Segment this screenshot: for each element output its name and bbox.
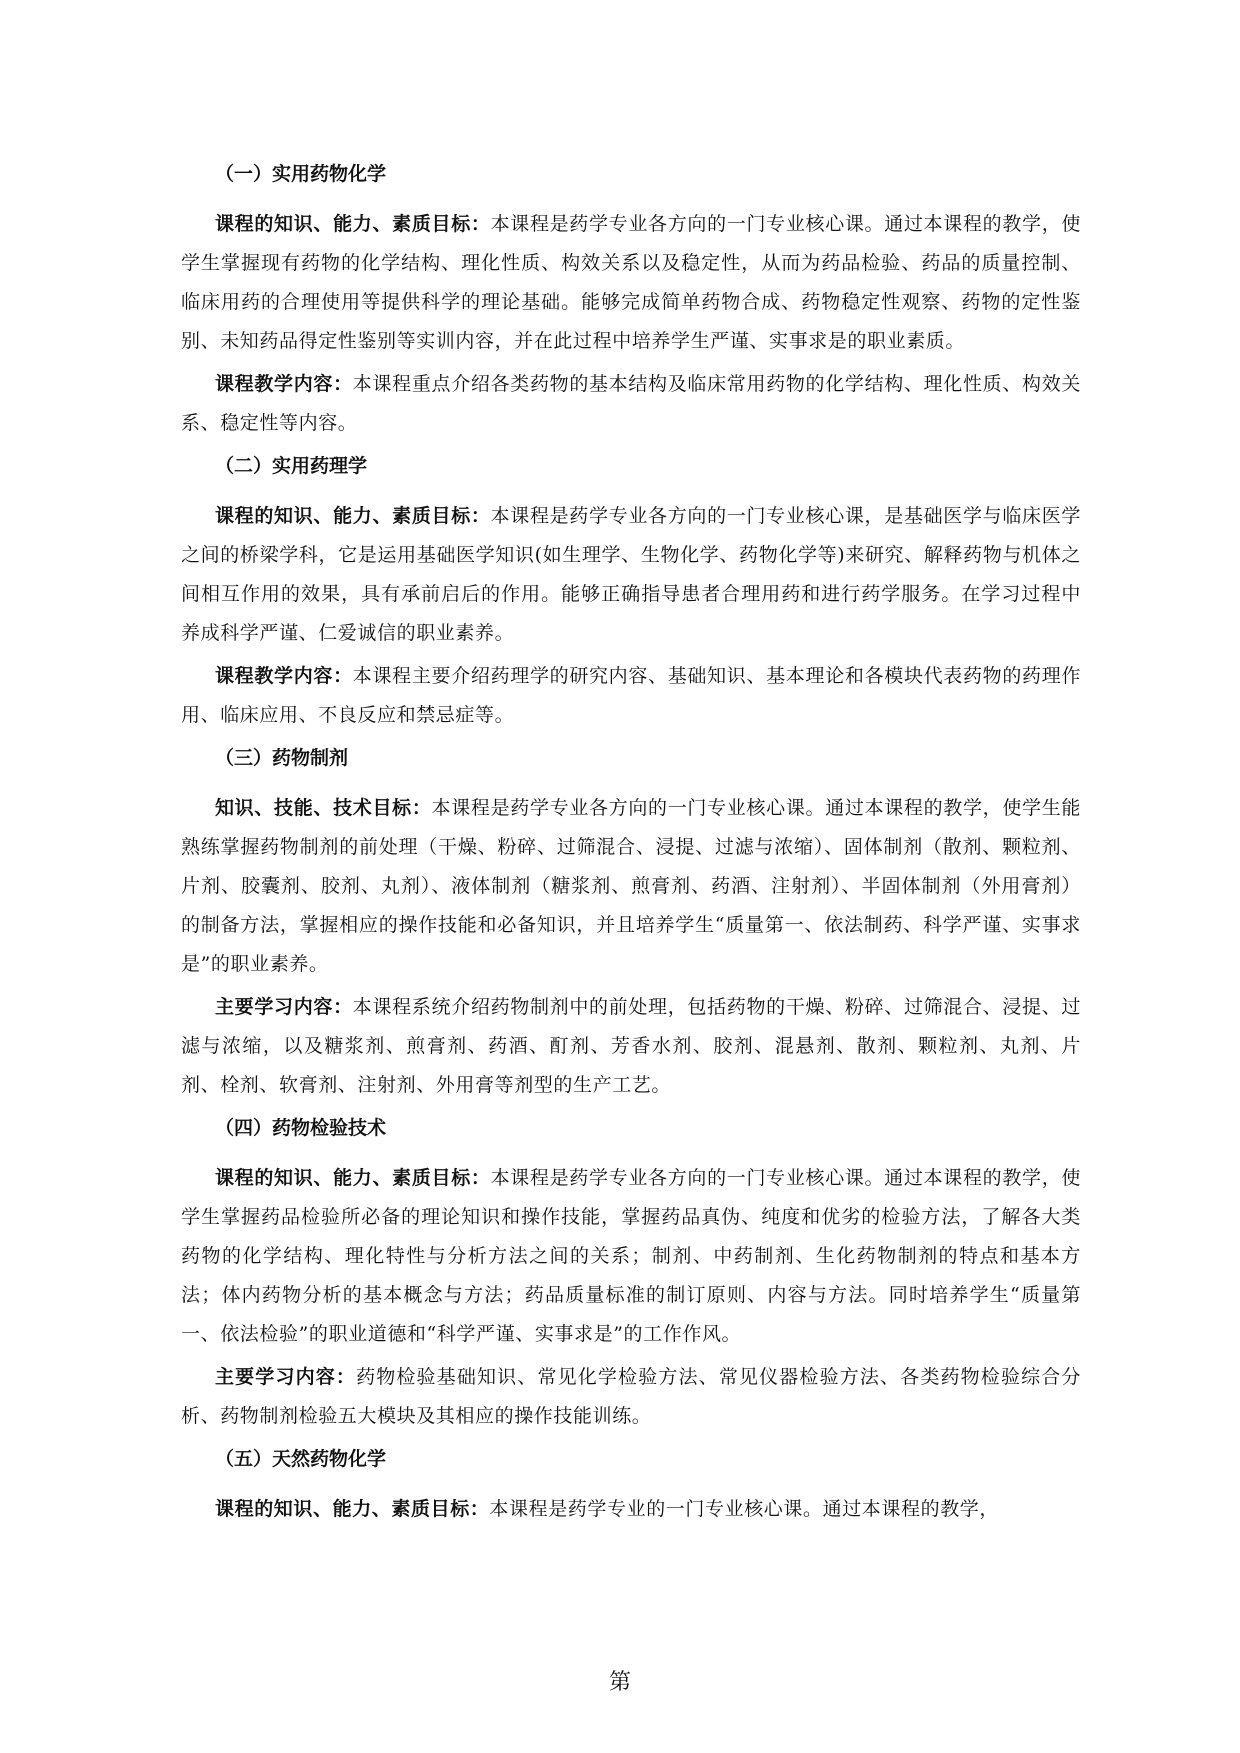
section-paragraph bbox=[181, 365, 1081, 443]
section-heading: （二）实用药理学 bbox=[215, 455, 368, 477]
paragraph-text: 本课程是药学专业各方向的一门专业核心课。通过本课程的教学，使学生掌握现有药物的化学结构、理化性质、构效关系以及稳定性，从而为药品检验、药品的质量控制、临床用药的合理使用等提供科学的理论基础。能够完成简单药物合成、药物稳定性观察、药物的定性鉴别、未知药品得定性鉴别等实训内容，并在此过程中培养学生严谨、实事求是的职业素质。 bbox=[181, 213, 1081, 352]
section-paragraph bbox=[181, 988, 1081, 1105]
section-paragraph bbox=[181, 657, 1081, 735]
section-heading: （三）药物制剂 bbox=[215, 747, 349, 769]
paragraph-label: 主要学习内容： bbox=[215, 1366, 357, 1388]
paragraph-label: 课程教学内容： bbox=[215, 665, 353, 687]
paragraph-label: 知识、技能、技术目标： bbox=[215, 797, 432, 819]
paragraph-label: 课程的知识、能力、素质目标： bbox=[215, 505, 491, 527]
paragraph-text: 本课程是药学专业各方向的一门专业核心课。通过本课程的教学，使学生掌握药品检验所必备的理论知识和操作技能，掌握药品真伪、纯度和优劣的检验方法，了解各大类药物的化学结构、理化特性与分析方法之间的关系；制剂、中药制剂、生化药物制剂的特点和基本方法；体内药物分析的基本概念与方法；药品质量标准的制订原则、内容与方法。同时培养学生“质量第一、依法检验”的职业道德和“科学严谨、实事求是”的工作作风。 bbox=[181, 1167, 1081, 1345]
paragraph-label: 课程的知识、能力、素质目标： bbox=[215, 1167, 491, 1189]
section-paragraph bbox=[181, 1490, 1081, 1529]
paragraph-label: 课程的知识、能力、素质目标： bbox=[215, 1498, 490, 1520]
paragraph-text: 本课程系统介绍药物制剂中的前处理，包括药物的干燥、粉碎、过筛混合、浸提、过滤与浓缩，以及糖浆剂、煎膏剂、药酒、酊剂、芳香水剂、胶剂、混悬剂、散剂、颗粒剂、丸剂、片剂、栓剂、软膏剂、注射剂、外用膏等剂型的生产工艺。 bbox=[181, 996, 1082, 1096]
section-heading: （四）药物检验技术 bbox=[215, 1117, 387, 1139]
paragraph-text: 本课程主要介绍药理学的研究内容、基础知识、基本理论和各模块代表药物的药理作用、临床应用、不良反应和禁忌症等。 bbox=[181, 665, 1082, 726]
section-paragraph bbox=[181, 205, 1081, 361]
paragraph-text: 本课程重点介绍各类药物的基本结构及临床常用药物的化学结构、理化性质、构效关系、稳定性等内容。 bbox=[181, 373, 1082, 434]
page-number: 第 bbox=[608, 1670, 631, 1695]
paragraph-text: 药物检验基础知识、常见化学检验方法、常见仪器检验方法、各类药物检验综合分析、药物制剂检验五大模块及其相应的操作技能训练。 bbox=[181, 1366, 1082, 1427]
paragraph-label: 课程教学内容： bbox=[215, 373, 353, 395]
section-paragraph bbox=[181, 1159, 1081, 1354]
paragraph-text: 本课程是药学专业的一门专业核心课。通过本课程的教学， bbox=[489, 1498, 1000, 1520]
section-heading: （五）天然药物化学 bbox=[215, 1448, 387, 1470]
section-heading: （一）实用药物化学 bbox=[215, 163, 387, 185]
paragraph-text: 本课程是药学专业各方向的一门专业核心课。通过本课程的教学，使学生能熟练掌握药物制剂的前处理（干燥、粉碎、过筛混合、浸提、过滤与浓缩）、固体制剂（散剂、颗粒剂、片剂、胶囊剂、胶剂、丸剂）、液体制剂（糖浆剂、煎膏剂、药酒、注射剂）、半固体制剂（外用膏剂）的制备方法，掌握相应的操作技能和必备知识，并且培养学生“质量第一、依法制药、科学严谨、实事求是”的职业素养。 bbox=[181, 797, 1081, 975]
document-body bbox=[181, 155, 1081, 1533]
section-paragraph bbox=[181, 1358, 1081, 1436]
section-paragraph bbox=[181, 497, 1081, 653]
section-paragraph bbox=[181, 789, 1081, 984]
paragraph-label: 课程的知识、能力、素质目标： bbox=[215, 213, 491, 235]
paragraph-label: 主要学习内容： bbox=[215, 996, 353, 1018]
paragraph-text: 本课程是药学专业各方向的一门专业核心课，是基础医学与临床医学之间的桥梁学科，它是运用基础医学知识(如生理学、生物化学、药物化学等)来研究、解释药物与机体之间相互作用的效果，具有承前启后的作用。能够正确指导患者合理用药和进行药学服务。在学习过程中养成科学严谨、仁爱诚信的职业素养。 bbox=[181, 505, 1081, 644]
